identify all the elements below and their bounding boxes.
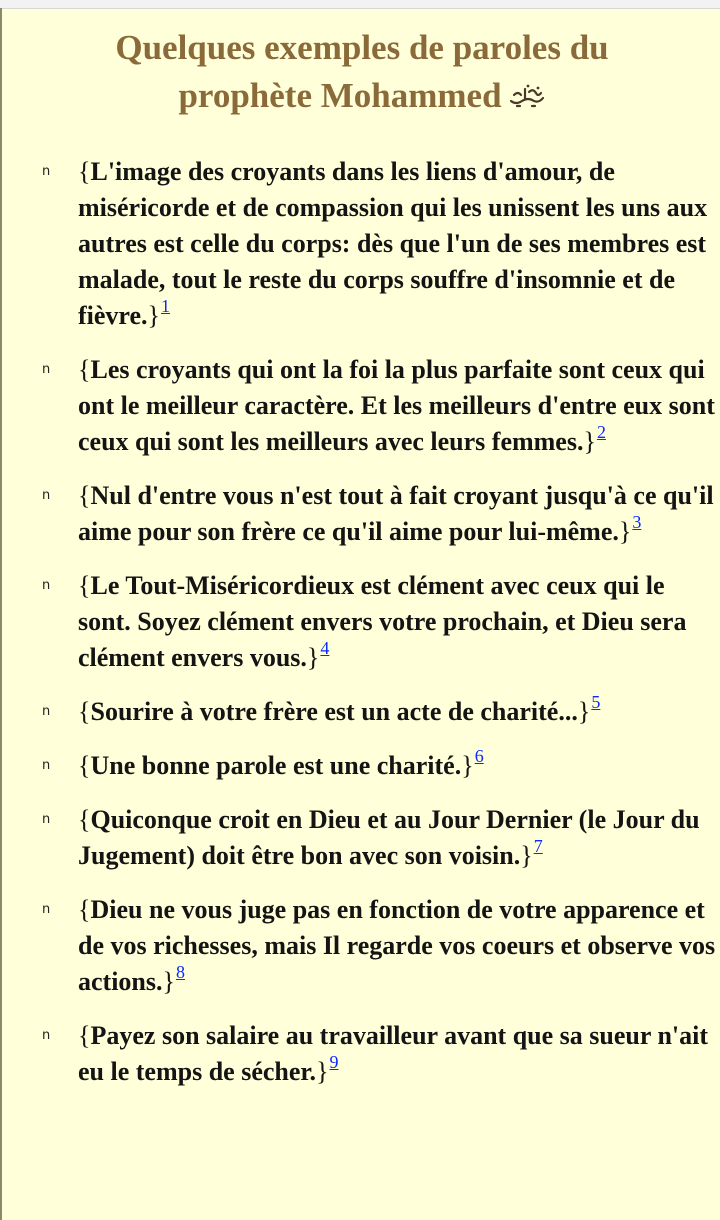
close-brace: }	[162, 967, 175, 996]
bullet-icon: n	[42, 362, 51, 377]
list-item	[2, 892, 720, 1000]
list-item	[2, 694, 720, 730]
bullet-icon: n	[42, 902, 51, 917]
bullet-icon: n	[42, 578, 51, 593]
list-item	[2, 352, 720, 460]
open-brace: {	[78, 1021, 91, 1050]
footnote-link[interactable]: 4	[320, 638, 330, 658]
list-item	[2, 1018, 720, 1090]
quote-text: Le Tout-Miséricordieux est clément avec ceux qui le sont. Soyez clément envers votre prochain, et Dieu sera clément envers vous.	[78, 571, 687, 672]
open-brace: {	[78, 571, 91, 600]
bullet-icon: n	[42, 488, 51, 503]
close-brace: }	[583, 427, 596, 456]
quote-text: Les croyants qui ont la foi la plus parfaite sont ceux qui ont le meilleur caractère. Et les meilleurs d'entre eux sont ceux qui sont les meilleurs avec leurs femmes.	[78, 355, 715, 456]
list-item	[2, 478, 720, 550]
quote-text: L'image des croyants dans les liens d'amour, de miséricorde et de compassion qui les unissent les uns aux autres est celle du corps: dès que l'un de ses membres est malade, tout le reste du corps souffre d'insomnie et de fièvre.	[78, 157, 708, 330]
quote-text: Payez son salaire au travailleur avant que sa sueur n'ait eu le temps de sécher.	[78, 1021, 709, 1086]
close-brace: }	[577, 697, 591, 726]
close-brace: }	[147, 301, 161, 330]
hadith-list	[2, 154, 720, 1108]
footnote-link[interactable]: 2	[596, 422, 606, 442]
list-item	[2, 568, 720, 676]
close-brace: }	[618, 517, 632, 546]
quote-text: Sourire à votre frère est un acte de charité...	[90, 697, 578, 726]
page-title	[2, 24, 720, 120]
title-line-2: prophète Mohammed	[178, 76, 502, 115]
open-brace: {	[78, 355, 91, 384]
footnote-link[interactable]: 8	[175, 962, 185, 982]
bullet-icon: n	[42, 1028, 51, 1043]
footnote-link[interactable]: 5	[591, 692, 601, 712]
footnote-link[interactable]: 6	[474, 746, 484, 766]
close-brace: }	[461, 751, 474, 780]
quote-text: Dieu ne vous juge pas en fonction de votre apparence et de vos richesses, mais Il regarde vos coeurs et observe vos actions.	[78, 895, 716, 996]
close-brace: }	[520, 841, 533, 870]
bullet-icon: n	[42, 704, 51, 719]
list-item	[2, 802, 720, 874]
open-brace: {	[78, 481, 91, 510]
open-brace: {	[78, 895, 91, 924]
list-item	[2, 154, 720, 334]
close-brace: }	[316, 1057, 329, 1086]
bullet-icon: n	[42, 758, 51, 773]
quote-text: Nul d'entre vous n'est tout à fait croyant jusqu'à ce qu'il aime pour son frère ce qu'il aime pour lui-même.	[78, 481, 714, 546]
arabic-calligraphy-pbuh-icon	[508, 83, 546, 109]
open-brace: {	[78, 805, 91, 834]
footnote-link[interactable]: 3	[632, 512, 642, 532]
list-item	[2, 748, 720, 784]
open-brace: {	[78, 157, 91, 186]
close-brace: }	[306, 643, 320, 672]
quote-text: Quiconque croit en Dieu et au Jour Dernier (le Jour du Jugement) doit être bon avec son voisin.	[78, 805, 700, 870]
bullet-icon: n	[42, 164, 51, 179]
quote-text: Une bonne parole est une charité.	[90, 751, 462, 780]
footnote-link[interactable]: 7	[533, 836, 543, 856]
page-content	[0, 8, 720, 1220]
open-brace: {	[78, 751, 91, 780]
open-brace: {	[78, 697, 91, 726]
footnote-link[interactable]: 9	[329, 1052, 339, 1072]
bullet-icon: n	[42, 812, 51, 827]
footnote-link[interactable]: 1	[161, 296, 171, 316]
title-line-1: Quelques exemples de paroles du	[115, 28, 609, 67]
